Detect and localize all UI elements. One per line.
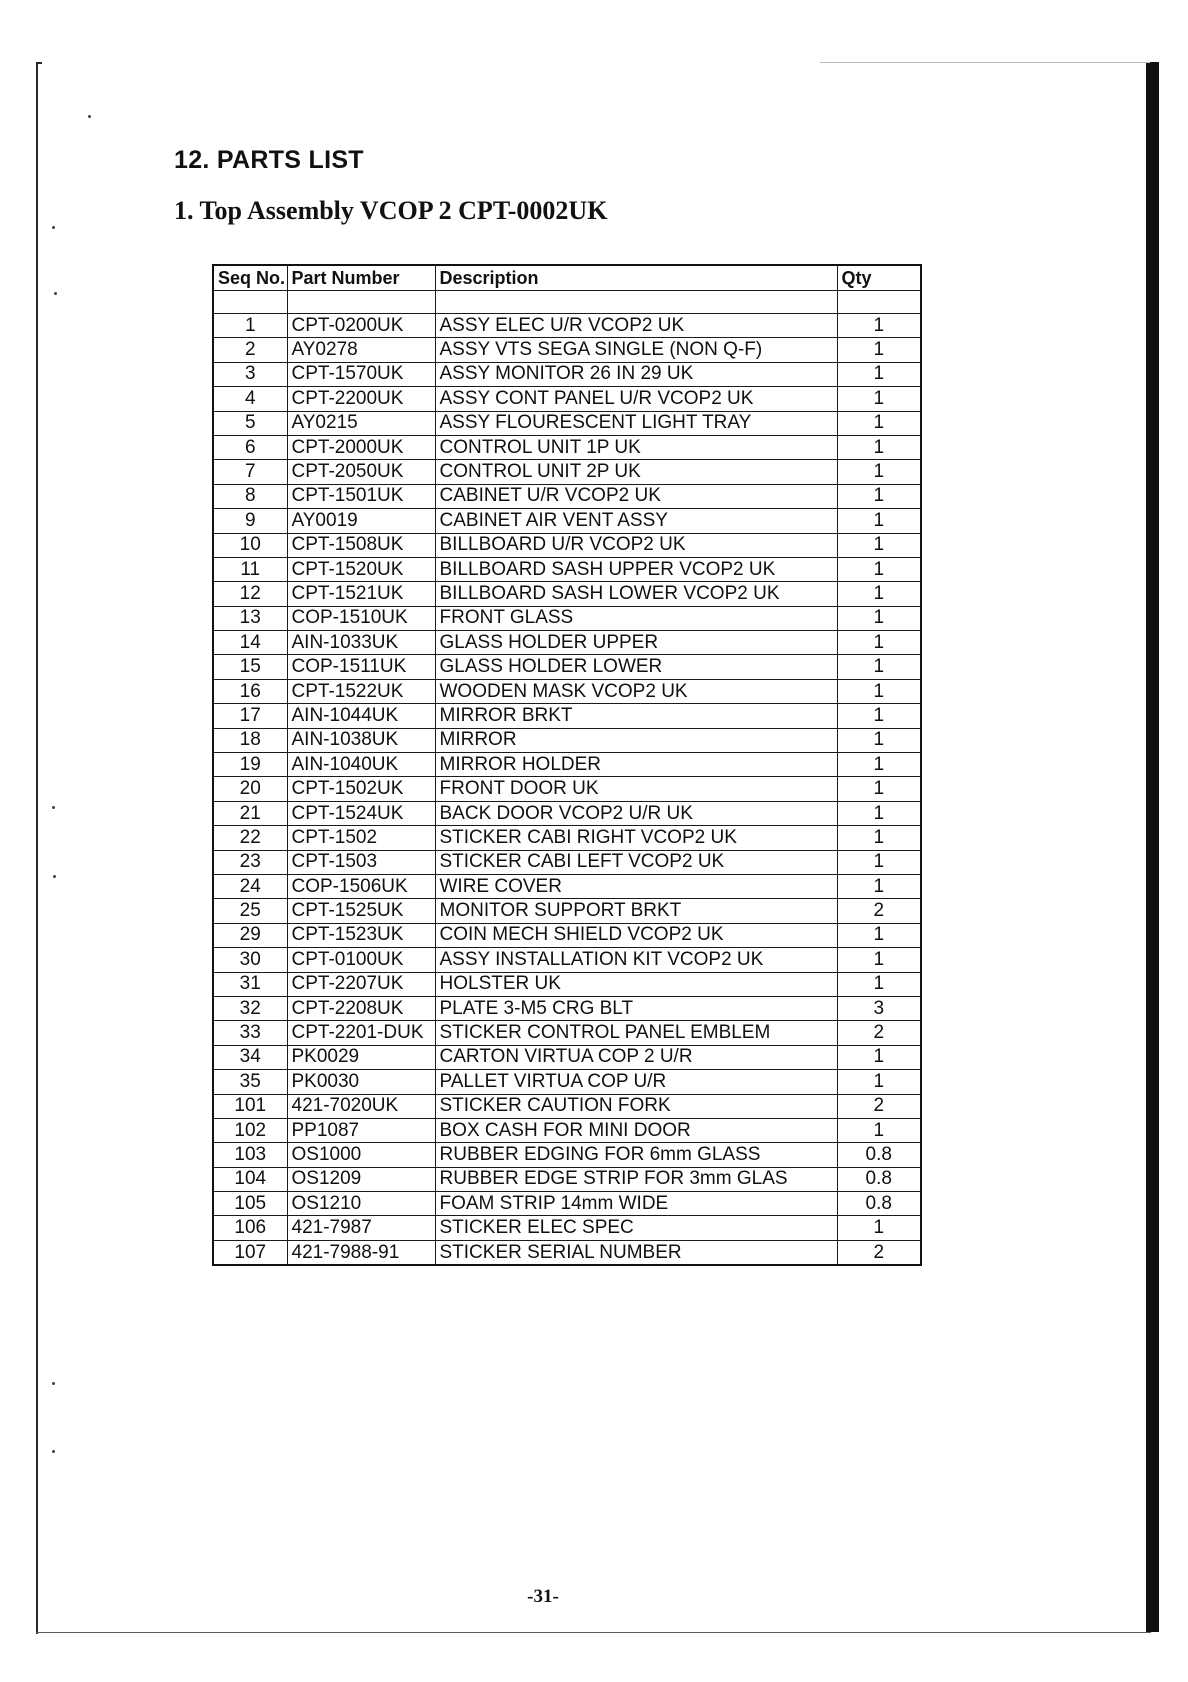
table-row: [213, 1045, 921, 1069]
part-number-cell: CPT-1503: [287, 850, 435, 874]
qty-cell: 1: [837, 728, 921, 752]
description-cell: STICKER CABI RIGHT VCOP2 UK: [435, 826, 837, 850]
part-number-cell: CPT-1520UK: [287, 557, 435, 581]
header-qty: Qty: [837, 265, 921, 291]
part-number-cell: AY0019: [287, 509, 435, 533]
description-cell: ASSY VTS SEGA SINGLE (NON Q-F): [435, 338, 837, 362]
table-row: [213, 582, 921, 606]
description-cell: FRONT GLASS: [435, 606, 837, 630]
seq-no-cell: 29: [213, 923, 287, 947]
qty-cell: 1: [837, 435, 921, 459]
table-row: [213, 728, 921, 752]
scan-speck: [53, 875, 56, 878]
table-row: [213, 387, 921, 411]
qty-cell: 1: [837, 411, 921, 435]
scan-edge-left: [36, 64, 38, 1634]
seq-no-cell: 2: [213, 338, 287, 362]
part-number-cell: AY0215: [287, 411, 435, 435]
seq-no-cell: 6: [213, 435, 287, 459]
table-row: [213, 411, 921, 435]
qty-cell: 2: [837, 1094, 921, 1118]
description-cell: WIRE COVER: [435, 874, 837, 898]
description-cell: COIN MECH SHIELD VCOP2 UK: [435, 923, 837, 947]
scan-speck: [54, 292, 57, 295]
part-number-cell: 421-7020UK: [287, 1094, 435, 1118]
qty-cell: 1: [837, 850, 921, 874]
description-cell: WOODEN MASK VCOP2 UK: [435, 679, 837, 703]
seq-no-cell: 4: [213, 387, 287, 411]
part-number-cell: PK0030: [287, 1070, 435, 1094]
part-number-cell: CPT-2207UK: [287, 972, 435, 996]
part-number-cell: CPT-2000UK: [287, 435, 435, 459]
description-cell: ASSY FLOURESCENT LIGHT TRAY: [435, 411, 837, 435]
table-row: [213, 1143, 921, 1167]
table-row: [213, 923, 921, 947]
description-cell: RUBBER EDGE STRIP FOR 3mm GLAS: [435, 1167, 837, 1191]
seq-no-cell: 1: [213, 314, 287, 338]
seq-no-cell: 104: [213, 1167, 287, 1191]
seq-no-cell: 17: [213, 704, 287, 728]
description-cell: CABINET AIR VENT ASSY: [435, 509, 837, 533]
description-cell: MIRROR: [435, 728, 837, 752]
seq-no-cell: 102: [213, 1118, 287, 1142]
seq-no-cell: 31: [213, 972, 287, 996]
qty-cell: 1: [837, 1216, 921, 1240]
seq-no-cell: 24: [213, 874, 287, 898]
description-cell: PALLET VIRTUA COP U/R: [435, 1070, 837, 1094]
scan-edge-top: [820, 62, 1150, 63]
qty-cell: 0.8: [837, 1167, 921, 1191]
table-row: [213, 1070, 921, 1094]
part-number-cell: CPT-1508UK: [287, 533, 435, 557]
header-description: Description: [435, 265, 837, 291]
seq-no-cell: 13: [213, 606, 287, 630]
part-number-cell: OS1210: [287, 1192, 435, 1216]
table-row: [213, 1216, 921, 1240]
description-cell: CABINET U/R VCOP2 UK: [435, 484, 837, 508]
part-number-cell: 421-7988-91: [287, 1240, 435, 1265]
part-number-cell: CPT-2200UK: [287, 387, 435, 411]
qty-cell: 1: [837, 631, 921, 655]
table-row: [213, 826, 921, 850]
part-number-cell: CPT-1524UK: [287, 801, 435, 825]
parts-table-body: [213, 291, 921, 1266]
qty-cell: 1: [837, 484, 921, 508]
table-row: [213, 972, 921, 996]
description-cell: CARTON VIRTUA COP 2 U/R: [435, 1045, 837, 1069]
description-cell: ASSY MONITOR 26 IN 29 UK: [435, 362, 837, 386]
description-cell: BILLBOARD U/R VCOP2 UK: [435, 533, 837, 557]
description-cell: MIRROR BRKT: [435, 704, 837, 728]
part-number-cell: AY0278: [287, 338, 435, 362]
seq-no-cell: 22: [213, 826, 287, 850]
scan-edge-bottom: [36, 1632, 1151, 1633]
qty-cell: 1: [837, 606, 921, 630]
description-cell: MIRROR HOLDER: [435, 753, 837, 777]
page-number: -31-: [527, 1586, 559, 1607]
seq-no-cell: 8: [213, 484, 287, 508]
seq-no-cell: 20: [213, 777, 287, 801]
qty-cell: 2: [837, 1021, 921, 1045]
table-row: [213, 704, 921, 728]
seq-no-cell: 11: [213, 557, 287, 581]
description-cell: BILLBOARD SASH UPPER VCOP2 UK: [435, 557, 837, 581]
qty-cell: 1: [837, 655, 921, 679]
qty-cell: 1: [837, 509, 921, 533]
description-cell: STICKER ELEC SPEC: [435, 1216, 837, 1240]
description-cell: STICKER CONTROL PANEL EMBLEM: [435, 1021, 837, 1045]
part-number-cell: PK0029: [287, 1045, 435, 1069]
qty-cell: 2: [837, 1240, 921, 1265]
table-row: [213, 1192, 921, 1216]
seq-no-cell: 32: [213, 996, 287, 1020]
qty-cell: 1: [837, 801, 921, 825]
seq-no-cell: 103: [213, 1143, 287, 1167]
table-row: [213, 533, 921, 557]
parts-table: [212, 264, 922, 1266]
description-cell: CONTROL UNIT 2P UK: [435, 460, 837, 484]
seq-no-cell: 5: [213, 411, 287, 435]
qty-cell: 1: [837, 777, 921, 801]
table-row: [213, 874, 921, 898]
qty-cell: 1: [837, 753, 921, 777]
qty-cell: 1: [837, 582, 921, 606]
seq-no-cell: 18: [213, 728, 287, 752]
table-row: [213, 753, 921, 777]
seq-no-cell: 9: [213, 509, 287, 533]
description-cell: CONTROL UNIT 1P UK: [435, 435, 837, 459]
qty-cell: 1: [837, 314, 921, 338]
header-seq-no: Seq No.: [213, 265, 287, 291]
qty-cell: 1: [837, 1118, 921, 1142]
qty-cell: 1: [837, 679, 921, 703]
scan-speck: [52, 806, 55, 809]
section-subheading: 1. Top Assembly VCOP 2 CPT-0002UK: [174, 196, 608, 225]
part-number-cell: CPT-1502: [287, 826, 435, 850]
description-cell: ASSY ELEC U/R VCOP2 UK: [435, 314, 837, 338]
table-row: [213, 460, 921, 484]
table-row: [213, 850, 921, 874]
description-cell: ASSY INSTALLATION KIT VCOP2 UK: [435, 948, 837, 972]
part-number-cell: CPT-1522UK: [287, 679, 435, 703]
empty-cell: [213, 291, 287, 314]
scan-speck: [52, 1450, 55, 1453]
qty-cell: 1: [837, 460, 921, 484]
scan-edge-left-top: [36, 62, 42, 64]
part-number-cell: CPT-1502UK: [287, 777, 435, 801]
seq-no-cell: 34: [213, 1045, 287, 1069]
seq-no-cell: 33: [213, 1021, 287, 1045]
part-number-cell: CPT-1523UK: [287, 923, 435, 947]
description-cell: HOLSTER UK: [435, 972, 837, 996]
qty-cell: 1: [837, 1070, 921, 1094]
table-row: [213, 1021, 921, 1045]
part-number-cell: PP1087: [287, 1118, 435, 1142]
qty-cell: 1: [837, 874, 921, 898]
part-number-cell: CPT-1521UK: [287, 582, 435, 606]
qty-cell: 1: [837, 362, 921, 386]
table-row: [213, 1167, 921, 1191]
part-number-cell: AIN-1044UK: [287, 704, 435, 728]
seq-no-cell: 10: [213, 533, 287, 557]
seq-no-cell: 107: [213, 1240, 287, 1265]
description-cell: PLATE 3-M5 CRG BLT: [435, 996, 837, 1020]
description-cell: BILLBOARD SASH LOWER VCOP2 UK: [435, 582, 837, 606]
part-number-cell: OS1000: [287, 1143, 435, 1167]
part-number-cell: AIN-1033UK: [287, 631, 435, 655]
scan-speck: [52, 226, 55, 229]
seq-no-cell: 7: [213, 460, 287, 484]
seq-no-cell: 14: [213, 631, 287, 655]
description-cell: GLASS HOLDER LOWER: [435, 655, 837, 679]
empty-cell: [435, 291, 837, 314]
description-cell: STICKER SERIAL NUMBER: [435, 1240, 837, 1265]
table-row: [213, 655, 921, 679]
qty-cell: 1: [837, 948, 921, 972]
part-number-cell: CPT-2050UK: [287, 460, 435, 484]
part-number-cell: CPT-2201-DUK: [287, 1021, 435, 1045]
qty-cell: 1: [837, 826, 921, 850]
table-row: [213, 509, 921, 533]
seq-no-cell: 16: [213, 679, 287, 703]
part-number-cell: CPT-1501UK: [287, 484, 435, 508]
table-row: [213, 899, 921, 923]
table-row: [213, 314, 921, 338]
table-row: [213, 996, 921, 1020]
table-row: [213, 484, 921, 508]
part-number-cell: CPT-2208UK: [287, 996, 435, 1020]
section-heading: 12. PARTS LIST: [174, 146, 364, 174]
table-row: [213, 557, 921, 581]
part-number-cell: OS1209: [287, 1167, 435, 1191]
table-row: [213, 435, 921, 459]
qty-cell: 1: [837, 533, 921, 557]
seq-no-cell: 25: [213, 899, 287, 923]
seq-no-cell: 23: [213, 850, 287, 874]
table-row: [213, 338, 921, 362]
scan-speck: [52, 1382, 55, 1385]
table-row: [213, 1094, 921, 1118]
qty-cell: 1: [837, 338, 921, 362]
seq-no-cell: 3: [213, 362, 287, 386]
table-row: [213, 948, 921, 972]
description-cell: STICKER CABI LEFT VCOP2 UK: [435, 850, 837, 874]
part-number-cell: CPT-0200UK: [287, 314, 435, 338]
empty-cell: [837, 291, 921, 314]
table-row: [213, 777, 921, 801]
qty-cell: 1: [837, 923, 921, 947]
description-cell: ASSY CONT PANEL U/R VCOP2 UK: [435, 387, 837, 411]
part-number-cell: COP-1511UK: [287, 655, 435, 679]
part-number-cell: CPT-1525UK: [287, 899, 435, 923]
qty-cell: 1: [837, 1045, 921, 1069]
seq-no-cell: 101: [213, 1094, 287, 1118]
empty-cell: [287, 291, 435, 314]
qty-cell: 0.8: [837, 1192, 921, 1216]
header-part-number: Part Number: [287, 265, 435, 291]
table-row: [213, 1240, 921, 1265]
seq-no-cell: 19: [213, 753, 287, 777]
part-number-cell: 421-7987: [287, 1216, 435, 1240]
table-row: [213, 631, 921, 655]
part-number-cell: AIN-1038UK: [287, 728, 435, 752]
seq-no-cell: 30: [213, 948, 287, 972]
qty-cell: 1: [837, 704, 921, 728]
description-cell: FOAM STRIP 14mm WIDE: [435, 1192, 837, 1216]
seq-no-cell: 35: [213, 1070, 287, 1094]
description-cell: BACK DOOR VCOP2 U/R UK: [435, 801, 837, 825]
part-number-cell: COP-1506UK: [287, 874, 435, 898]
table-row: [213, 606, 921, 630]
seq-no-cell: 105: [213, 1192, 287, 1216]
part-number-cell: CPT-0100UK: [287, 948, 435, 972]
part-number-cell: CPT-1570UK: [287, 362, 435, 386]
qty-cell: 1: [837, 557, 921, 581]
description-cell: RUBBER EDGING FOR 6mm GLASS: [435, 1143, 837, 1167]
table-row: [213, 801, 921, 825]
table-row: [213, 362, 921, 386]
part-number-cell: COP-1510UK: [287, 606, 435, 630]
qty-cell: 3: [837, 996, 921, 1020]
description-cell: STICKER CAUTION FORK: [435, 1094, 837, 1118]
seq-no-cell: 12: [213, 582, 287, 606]
description-cell: MONITOR SUPPORT BRKT: [435, 899, 837, 923]
description-cell: GLASS HOLDER UPPER: [435, 631, 837, 655]
qty-cell: 1: [837, 972, 921, 996]
seq-no-cell: 106: [213, 1216, 287, 1240]
table-row: [213, 679, 921, 703]
qty-cell: 2: [837, 899, 921, 923]
table-spacer-row: [213, 291, 921, 314]
seq-no-cell: 15: [213, 655, 287, 679]
description-cell: FRONT DOOR UK: [435, 777, 837, 801]
table-header-row: [213, 265, 921, 291]
scan-speck: [88, 115, 91, 118]
qty-cell: 1: [837, 387, 921, 411]
seq-no-cell: 21: [213, 801, 287, 825]
description-cell: BOX CASH FOR MINI DOOR: [435, 1118, 837, 1142]
table-row: [213, 1118, 921, 1142]
part-number-cell: AIN-1040UK: [287, 753, 435, 777]
qty-cell: 0.8: [837, 1143, 921, 1167]
scan-edge-right: [1146, 62, 1159, 1632]
